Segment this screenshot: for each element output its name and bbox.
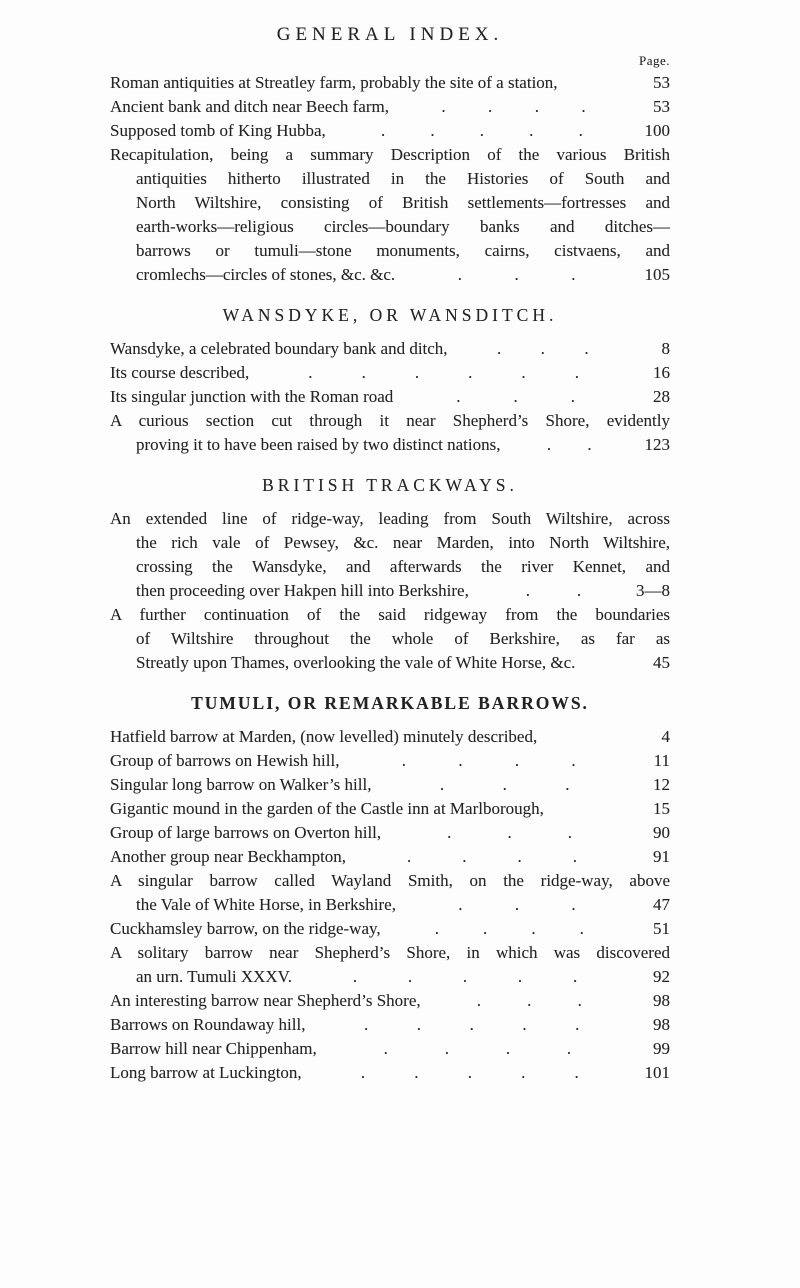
entry-last-line: [110, 893, 670, 917]
leader-dot: .: [514, 895, 520, 914]
entry-last-line: [110, 433, 670, 457]
index-entry: [110, 1061, 670, 1085]
leader-dot: .: [529, 121, 534, 140]
leader-dot: .: [513, 387, 518, 406]
page-number: 123: [644, 435, 670, 454]
leader-dot: .: [587, 435, 592, 454]
dot-leader: [421, 989, 636, 1013]
leader-dot: .: [407, 967, 413, 986]
page-column-label: Page.: [638, 53, 670, 68]
leader-dot: .: [447, 823, 452, 842]
leader-dot: .: [514, 751, 520, 770]
entry-last-line: [110, 1061, 670, 1085]
dot-leader: [305, 1013, 636, 1037]
entry-text: Streatly upon Thames, overlooking the vale of White Horse, &c.: [136, 653, 576, 672]
leader-dot: .: [441, 97, 446, 116]
index-entry: [110, 845, 670, 869]
leader-dot: .: [507, 823, 512, 842]
leader-dot: .: [505, 1039, 511, 1058]
entry-text: Another group near Beckhampton,: [110, 847, 347, 866]
index-entry: [110, 337, 670, 361]
entry-text: an urn. Tumuli XXXV.: [136, 967, 293, 986]
entry-text: Hatfield barrow at Marden, (now levelled) minutely described,: [110, 727, 538, 746]
page-number: 16: [653, 363, 670, 382]
dot-leader: [292, 965, 636, 989]
leader-dot: .: [502, 775, 507, 794]
leader-dot: .: [522, 1015, 527, 1034]
section-heading: BRITISH TRACKWAYS.: [262, 475, 518, 495]
page-number: 28: [653, 387, 670, 406]
page-number: 91: [653, 847, 670, 866]
entry-line: A singular barrow called Wayland Smith, on the ridge-way, above: [110, 871, 670, 890]
leader-dot: .: [521, 1063, 526, 1082]
leader-dot: .: [380, 121, 386, 140]
entry-line: antiquities hitherto illustrated in the Histories of South and: [136, 169, 670, 188]
leader-dot: .: [462, 847, 467, 866]
leader-dot: .: [430, 121, 435, 140]
index-entry: [110, 143, 670, 287]
leader-dot: .: [517, 967, 523, 986]
leader-dot: .: [540, 339, 545, 358]
entry-text: Gigantic mound in the garden of the Castle inn at Marlborough,: [110, 799, 544, 818]
leader-dot: .: [571, 751, 576, 770]
leader-dot: .: [364, 1015, 369, 1034]
leader-dot: .: [401, 751, 407, 770]
entry-text: Its singular junction with the Roman road: [110, 387, 394, 406]
page-number: 90: [653, 823, 670, 842]
entry-text: proving it to have been raised by two distinct nations,: [136, 435, 501, 454]
entry-last-line: [110, 337, 670, 361]
entry-last-line: [110, 95, 670, 119]
index-entry: [110, 409, 670, 457]
index-entry: [110, 1037, 670, 1061]
leader-dot: .: [514, 265, 519, 284]
entry-last-line: [110, 119, 670, 143]
index-entry: [110, 941, 670, 989]
dot-leader: [501, 433, 637, 457]
entry-text: Cuckhamsley barrow, on the ridge-way,: [110, 919, 381, 938]
leader-dot: .: [566, 1039, 572, 1058]
leader-dot: .: [574, 363, 579, 382]
leader-dot: .: [531, 919, 536, 938]
leader-dot: .: [581, 97, 586, 116]
entry-last-line: [110, 797, 670, 821]
dot-leader: [381, 821, 636, 845]
page-number: 105: [644, 265, 670, 284]
entry-last-line: [110, 263, 670, 287]
entry-line: A solitary barrow near Shepherd’s Shore, in which was discovered: [110, 943, 670, 962]
entry-text: Long barrow at Luckington,: [110, 1063, 302, 1082]
leader-dot: .: [534, 97, 539, 116]
entry-text: Barrow hill near Chippenham,: [110, 1039, 317, 1058]
entry-line: crossing the Wansdyke, and afterwards the river Kennet, and: [136, 557, 670, 576]
leader-dot: .: [361, 363, 366, 382]
leader-dot: .: [576, 581, 582, 600]
page-number: 100: [644, 121, 670, 140]
leader-dot: .: [352, 967, 358, 986]
dot-leader: [396, 893, 636, 917]
entry-last-line: [110, 749, 670, 773]
leader-dot: .: [578, 121, 583, 140]
entry-line: barrows or tumuli—stone monuments, cairns, cistvaens, and: [136, 241, 670, 260]
leader-dot: .: [469, 1015, 474, 1034]
leader-dot: .: [456, 387, 461, 406]
index-entry: [110, 917, 670, 941]
entry-last-line: [110, 385, 670, 409]
page-number: 47: [653, 895, 670, 914]
index-entry: [110, 507, 670, 603]
leader-dot: .: [457, 265, 462, 284]
leader-dot: .: [416, 1015, 422, 1034]
page-number: 11: [653, 751, 670, 770]
entry-text: Ancient bank and ditch near Beech farm,: [110, 97, 389, 116]
entry-line: A curious section cut through it near Shepherd’s Shore, evidently: [110, 411, 670, 430]
index-entry: [110, 821, 670, 845]
leader-dot: .: [527, 991, 532, 1010]
dot-leader: [317, 1037, 636, 1061]
entry-last-line: [110, 1013, 670, 1037]
leader-dot: .: [496, 339, 502, 358]
index-entry: [110, 869, 670, 917]
leader-dot: .: [546, 435, 552, 454]
dot-leader: [393, 385, 636, 409]
leader-dot: .: [575, 1015, 580, 1034]
leader-dot: .: [434, 919, 439, 938]
entry-text: An interesting barrow near Shepherd’s Shore,: [110, 991, 421, 1010]
dot-leader: [448, 337, 636, 361]
leader-dot: .: [462, 967, 468, 986]
entry-line: earth-works—religious circles—boundary banks and ditches—: [136, 217, 670, 236]
page-number: 12: [653, 775, 670, 794]
page-number: 98: [653, 991, 670, 1010]
section-heading: WANSDYKE, OR WANSDITCH.: [222, 305, 558, 325]
leader-dot: .: [565, 775, 570, 794]
entry-text: Its course described,: [110, 363, 250, 382]
leader-dot: .: [479, 121, 485, 140]
leader-dot: .: [483, 919, 488, 938]
entry-text: Roman antiquities at Streatley farm, probably the site of a station,: [110, 73, 558, 92]
dot-leader: [469, 579, 636, 603]
entry-line: An extended line of ridge-way, leading from South Wiltshire, across: [110, 509, 670, 528]
index-entry: [110, 989, 670, 1013]
entry-last-line: [110, 989, 670, 1013]
leader-dot: .: [577, 991, 582, 1010]
leader-dot: .: [383, 1039, 388, 1058]
index-entry: [110, 361, 670, 385]
section-heading: TUMULI, OR REMARKABLE BARROWS.: [191, 693, 589, 713]
leader-dot: .: [488, 97, 493, 116]
leader-dot: .: [444, 1039, 449, 1058]
leader-dot: .: [458, 751, 463, 770]
page-number: 51: [653, 919, 670, 938]
index-entry: [110, 1013, 670, 1037]
entry-last-line: [110, 725, 670, 749]
index-entry: [110, 749, 670, 773]
leader-dot: .: [360, 1063, 366, 1082]
entry-text: then proceeding over Hakpen hill into Berkshire,: [136, 581, 469, 600]
page-number: 99: [653, 1039, 670, 1058]
leader-dot: .: [308, 363, 313, 382]
page-number: 53: [653, 97, 670, 116]
leader-dot: .: [476, 991, 482, 1010]
entry-line: North Wiltshire, consisting of British settlements—fortresses and: [136, 193, 670, 212]
leader-dot: .: [571, 895, 576, 914]
index-entry: [110, 71, 670, 95]
leader-dot: .: [517, 847, 522, 866]
leader-dot: .: [579, 919, 584, 938]
page-number: 4: [661, 727, 670, 746]
leader-dot: .: [571, 265, 576, 284]
entry-line: of Wiltshire throughout the whole of Berkshire, as far as: [136, 629, 670, 648]
entry-last-line: [110, 845, 670, 869]
page-number: 92: [653, 967, 670, 986]
entry-text: Singular long barrow on Walker’s hill,: [110, 775, 372, 794]
leader-dot: .: [414, 1063, 419, 1082]
index-entry: [110, 603, 670, 675]
leader-dot: .: [467, 1063, 472, 1082]
leader-dot: .: [572, 847, 577, 866]
index-entry: [110, 773, 670, 797]
entry-last-line: [110, 821, 670, 845]
dot-leader: [389, 95, 636, 119]
leader-dot: .: [525, 581, 530, 600]
entry-line: A further continuation of the said ridgeway from the boundaries: [110, 605, 670, 624]
page-number: 45: [653, 653, 670, 672]
entry-last-line: [110, 917, 670, 941]
page-number: 15: [653, 799, 670, 818]
leader-dot: .: [407, 847, 412, 866]
dot-leader: [249, 361, 636, 385]
entry-text: the Vale of White Horse, in Berkshire,: [136, 895, 396, 914]
index-entry: [110, 95, 670, 119]
entry-last-line: [110, 965, 670, 989]
entry-last-line: [110, 71, 670, 95]
entry-last-line: [110, 361, 670, 385]
page-number: 98: [653, 1015, 670, 1034]
entry-line: the rich vale of Pewsey, &c. near Marden, into North Wiltshire,: [136, 533, 670, 552]
entry-text: Group of large barrows on Overton hill,: [110, 823, 382, 842]
page-number: 8: [661, 339, 670, 358]
dot-leader: [346, 845, 636, 869]
page-number: 53: [653, 73, 670, 92]
dot-leader: [381, 917, 636, 941]
entry-last-line: [110, 579, 670, 603]
dot-leader: [326, 119, 636, 143]
index-entry: [110, 725, 670, 749]
entry-text: cromlechs—circles of stones, &c. &c.: [136, 265, 396, 284]
entry-text: Wansdyke, a celebrated boundary bank and ditch,: [110, 339, 448, 358]
index-entry: [110, 119, 670, 143]
entry-text: Group of barrows on Hewish hill,: [110, 751, 340, 770]
index-entry: [110, 385, 670, 409]
leader-dot: .: [567, 823, 572, 842]
page-number: 3—8: [636, 581, 670, 600]
entry-last-line: [110, 651, 670, 675]
dot-leader: [302, 1061, 636, 1085]
entry-line: Recapitulation, being a summary Description of the various British: [110, 145, 670, 164]
leader-dot: .: [468, 363, 473, 382]
leader-dot: .: [521, 363, 526, 382]
entry-text: Barrows on Roundaway hill,: [110, 1015, 306, 1034]
dot-leader: [371, 773, 636, 797]
leader-dot: .: [570, 387, 575, 406]
leader-dot: .: [439, 775, 445, 794]
entry-last-line: [110, 773, 670, 797]
leader-dot: .: [574, 1063, 579, 1082]
dot-leader: [339, 749, 636, 773]
index-body: [110, 71, 670, 1085]
entry-text: Supposed tomb of King Hubba,: [110, 121, 326, 140]
dot-leader: [395, 263, 636, 287]
leader-dot: .: [572, 967, 578, 986]
index-entry: [110, 797, 670, 821]
entry-last-line: [110, 1037, 670, 1061]
leader-dot: .: [458, 895, 463, 914]
leader-dot: .: [584, 339, 589, 358]
page-title: GENERAL INDEX.: [276, 24, 504, 45]
leader-dot: .: [414, 363, 420, 382]
page-number: 101: [644, 1063, 670, 1082]
